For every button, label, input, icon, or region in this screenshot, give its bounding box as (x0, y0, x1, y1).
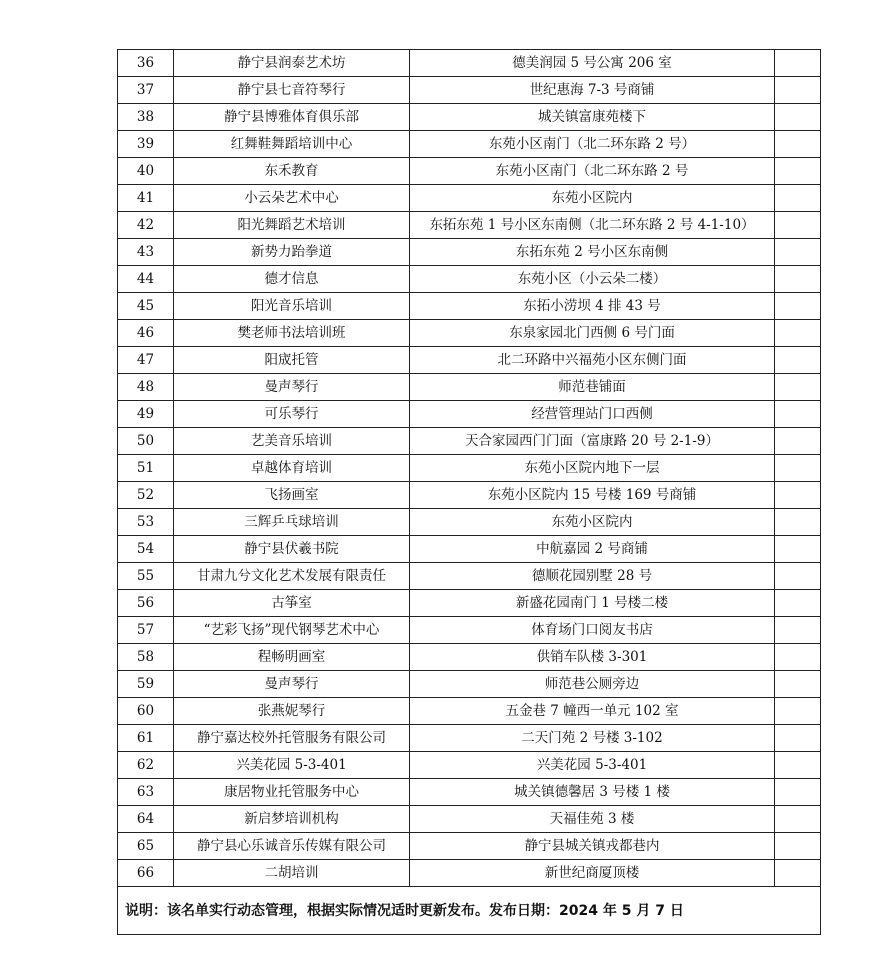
institution-address: 德美润园 5 号公寓 206 室 (410, 50, 775, 77)
table-row (118, 374, 821, 401)
row-number: 39 (118, 131, 174, 158)
institution-name: 静宁县博雅体育俱乐部 (174, 104, 410, 131)
empty-cell (775, 779, 821, 806)
table-row (118, 212, 821, 239)
institution-name: 阳宬托管 (174, 347, 410, 374)
row-number: 50 (118, 428, 174, 455)
table-row (118, 266, 821, 293)
institution-address: 东苑小区院内 (410, 509, 775, 536)
institution-address: 东泉家园北门西侧 6 号门面 (410, 320, 775, 347)
institution-address: 天合家园西门门面（富康路 20 号 2-1-9） (410, 428, 775, 455)
row-number: 41 (118, 185, 174, 212)
row-number: 59 (118, 671, 174, 698)
institution-address: 经营管理站门口西侧 (410, 401, 775, 428)
institution-name: 甘肃九兮文化艺术发展有限责任 (174, 563, 410, 590)
institution-name: 三辉乒乓球培训 (174, 509, 410, 536)
institution-name: 康居物业托管服务中心 (174, 779, 410, 806)
empty-cell (775, 563, 821, 590)
institution-address: 城关镇富康苑楼下 (410, 104, 775, 131)
institution-address: 二天门苑 2 号楼 3-102 (410, 725, 775, 752)
row-number: 53 (118, 509, 174, 536)
institution-address: 北二环路中兴福苑小区东侧门面 (410, 347, 775, 374)
row-number: 48 (118, 374, 174, 401)
empty-cell (775, 536, 821, 563)
row-number: 57 (118, 617, 174, 644)
table-row (118, 320, 821, 347)
institution-address: 东拓东苑 2 号小区东南侧 (410, 239, 775, 266)
row-number: 49 (118, 401, 174, 428)
note-text: 说明：该名单实行动态管理，根据实际情况适时更新发布。发布日期：2024 年 5 月 7 日 (118, 887, 821, 935)
empty-cell (775, 509, 821, 536)
institution-address: 师范巷公厕旁边 (410, 671, 775, 698)
empty-cell (775, 401, 821, 428)
institution-name: “艺彩飞扬”现代钢琴艺术中心 (174, 617, 410, 644)
row-number: 61 (118, 725, 174, 752)
empty-cell (775, 806, 821, 833)
row-number: 37 (118, 77, 174, 104)
row-number: 60 (118, 698, 174, 725)
row-number: 36 (118, 50, 174, 77)
table-body (118, 50, 821, 887)
institution-name: 静宁县伏羲书院 (174, 536, 410, 563)
institution-name: 静宁县润泰艺术坊 (174, 50, 410, 77)
table-row (118, 644, 821, 671)
institution-address: 东苑小区院内 (410, 185, 775, 212)
empty-cell (775, 455, 821, 482)
institution-name: 静宁县七音符琴行 (174, 77, 410, 104)
row-number: 66 (118, 860, 174, 887)
row-number: 62 (118, 752, 174, 779)
empty-cell (775, 725, 821, 752)
row-number: 63 (118, 779, 174, 806)
row-number: 45 (118, 293, 174, 320)
institution-table (117, 49, 821, 935)
note-row (118, 887, 821, 935)
empty-cell (775, 77, 821, 104)
table-row (118, 617, 821, 644)
institution-address: 德顺花园别墅 28 号 (410, 563, 775, 590)
institution-address: 东拓东苑 1 号小区东南侧（北二环东路 2 号 4-1-10） (410, 212, 775, 239)
table-row (118, 158, 821, 185)
institution-address: 兴美花园 5-3-401 (410, 752, 775, 779)
empty-cell (775, 158, 821, 185)
empty-cell (775, 239, 821, 266)
empty-cell (775, 347, 821, 374)
table-row (118, 77, 821, 104)
row-number: 43 (118, 239, 174, 266)
institution-name: 曼声琴行 (174, 374, 410, 401)
empty-cell (775, 131, 821, 158)
institution-address: 新世纪商厦顶楼 (410, 860, 775, 887)
institution-name: 程畅明画室 (174, 644, 410, 671)
table-row (118, 725, 821, 752)
institution-name: 静宁嘉达校外托管服务有限公司 (174, 725, 410, 752)
empty-cell (775, 293, 821, 320)
institution-address: 体育场门口阅友书店 (410, 617, 775, 644)
institution-name: 德才信息 (174, 266, 410, 293)
institution-name: 小云朵艺术中心 (174, 185, 410, 212)
institution-name: 古筝室 (174, 590, 410, 617)
row-number: 40 (118, 158, 174, 185)
table-row (118, 833, 821, 860)
table-row (118, 455, 821, 482)
row-number: 55 (118, 563, 174, 590)
empty-cell (775, 590, 821, 617)
table-row (118, 752, 821, 779)
table-row (118, 104, 821, 131)
empty-cell (775, 644, 821, 671)
institution-address: 五金巷 7 幢西一单元 102 室 (410, 698, 775, 725)
table-row (118, 482, 821, 509)
table-row (118, 779, 821, 806)
table-row (118, 347, 821, 374)
row-number: 42 (118, 212, 174, 239)
institution-address: 师范巷铺面 (410, 374, 775, 401)
institution-address: 东苑小区（小云朵二楼） (410, 266, 775, 293)
empty-cell (775, 50, 821, 77)
row-number: 58 (118, 644, 174, 671)
institution-name: 阳光舞蹈艺术培训 (174, 212, 410, 239)
empty-cell (775, 698, 821, 725)
empty-cell (775, 671, 821, 698)
empty-cell (775, 617, 821, 644)
table-row (118, 590, 821, 617)
institution-name: 红舞鞋舞蹈培训中心 (174, 131, 410, 158)
empty-cell (775, 104, 821, 131)
empty-cell (775, 428, 821, 455)
institution-address: 东苑小区南门（北二环东路 2 号） (410, 131, 775, 158)
row-number: 44 (118, 266, 174, 293)
institution-name: 东禾教育 (174, 158, 410, 185)
table-row (118, 131, 821, 158)
institution-name: 静宁县心乐诚音乐传媒有限公司 (174, 833, 410, 860)
institution-address: 静宁县城关镇戎都巷内 (410, 833, 775, 860)
table-row (118, 671, 821, 698)
table-row (118, 806, 821, 833)
institution-address: 世纪惠海 7-3 号商铺 (410, 77, 775, 104)
institution-name: 可乐琴行 (174, 401, 410, 428)
table-row (118, 185, 821, 212)
institution-name: 二胡培训 (174, 860, 410, 887)
table-row (118, 428, 821, 455)
row-number: 56 (118, 590, 174, 617)
institution-name: 艺美音乐培训 (174, 428, 410, 455)
institution-name: 曼声琴行 (174, 671, 410, 698)
institution-address: 东苑小区院内地下一层 (410, 455, 775, 482)
institution-name: 兴美花园 5-3-401 (174, 752, 410, 779)
empty-cell (775, 212, 821, 239)
institution-address: 中航嘉园 2 号商铺 (410, 536, 775, 563)
institution-address: 供销车队楼 3-301 (410, 644, 775, 671)
empty-cell (775, 320, 821, 347)
institution-name: 樊老师书法培训班 (174, 320, 410, 347)
table-row (118, 860, 821, 887)
institution-address: 东拓小涝坝 4 排 43 号 (410, 293, 775, 320)
institution-address: 东苑小区南门（北二环东路 2 号 (410, 158, 775, 185)
institution-address: 新盛花园南门 1 号楼二楼 (410, 590, 775, 617)
empty-cell (775, 752, 821, 779)
table-row (118, 401, 821, 428)
row-number: 65 (118, 833, 174, 860)
row-number: 47 (118, 347, 174, 374)
table-row (118, 239, 821, 266)
institution-name: 新势力跆拳道 (174, 239, 410, 266)
table-row (118, 698, 821, 725)
empty-cell (775, 833, 821, 860)
empty-cell (775, 860, 821, 887)
empty-cell (775, 185, 821, 212)
table-row (118, 536, 821, 563)
table-row (118, 509, 821, 536)
row-number: 38 (118, 104, 174, 131)
institution-address: 天福佳苑 3 楼 (410, 806, 775, 833)
institution-name: 张燕妮琴行 (174, 698, 410, 725)
row-number: 52 (118, 482, 174, 509)
row-number: 64 (118, 806, 174, 833)
empty-cell (775, 266, 821, 293)
institution-name: 卓越体育培训 (174, 455, 410, 482)
institution-name: 飞扬画室 (174, 482, 410, 509)
institution-name: 阳光音乐培训 (174, 293, 410, 320)
institution-address: 城关镇德馨居 3 号楼 1 楼 (410, 779, 775, 806)
row-number: 54 (118, 536, 174, 563)
empty-cell (775, 374, 821, 401)
institution-name: 新启梦培训机构 (174, 806, 410, 833)
empty-cell (775, 482, 821, 509)
table-row (118, 563, 821, 590)
table-row (118, 50, 821, 77)
institution-address: 东苑小区院内 15 号楼 169 号商铺 (410, 482, 775, 509)
row-number: 46 (118, 320, 174, 347)
table-row (118, 293, 821, 320)
row-number: 51 (118, 455, 174, 482)
